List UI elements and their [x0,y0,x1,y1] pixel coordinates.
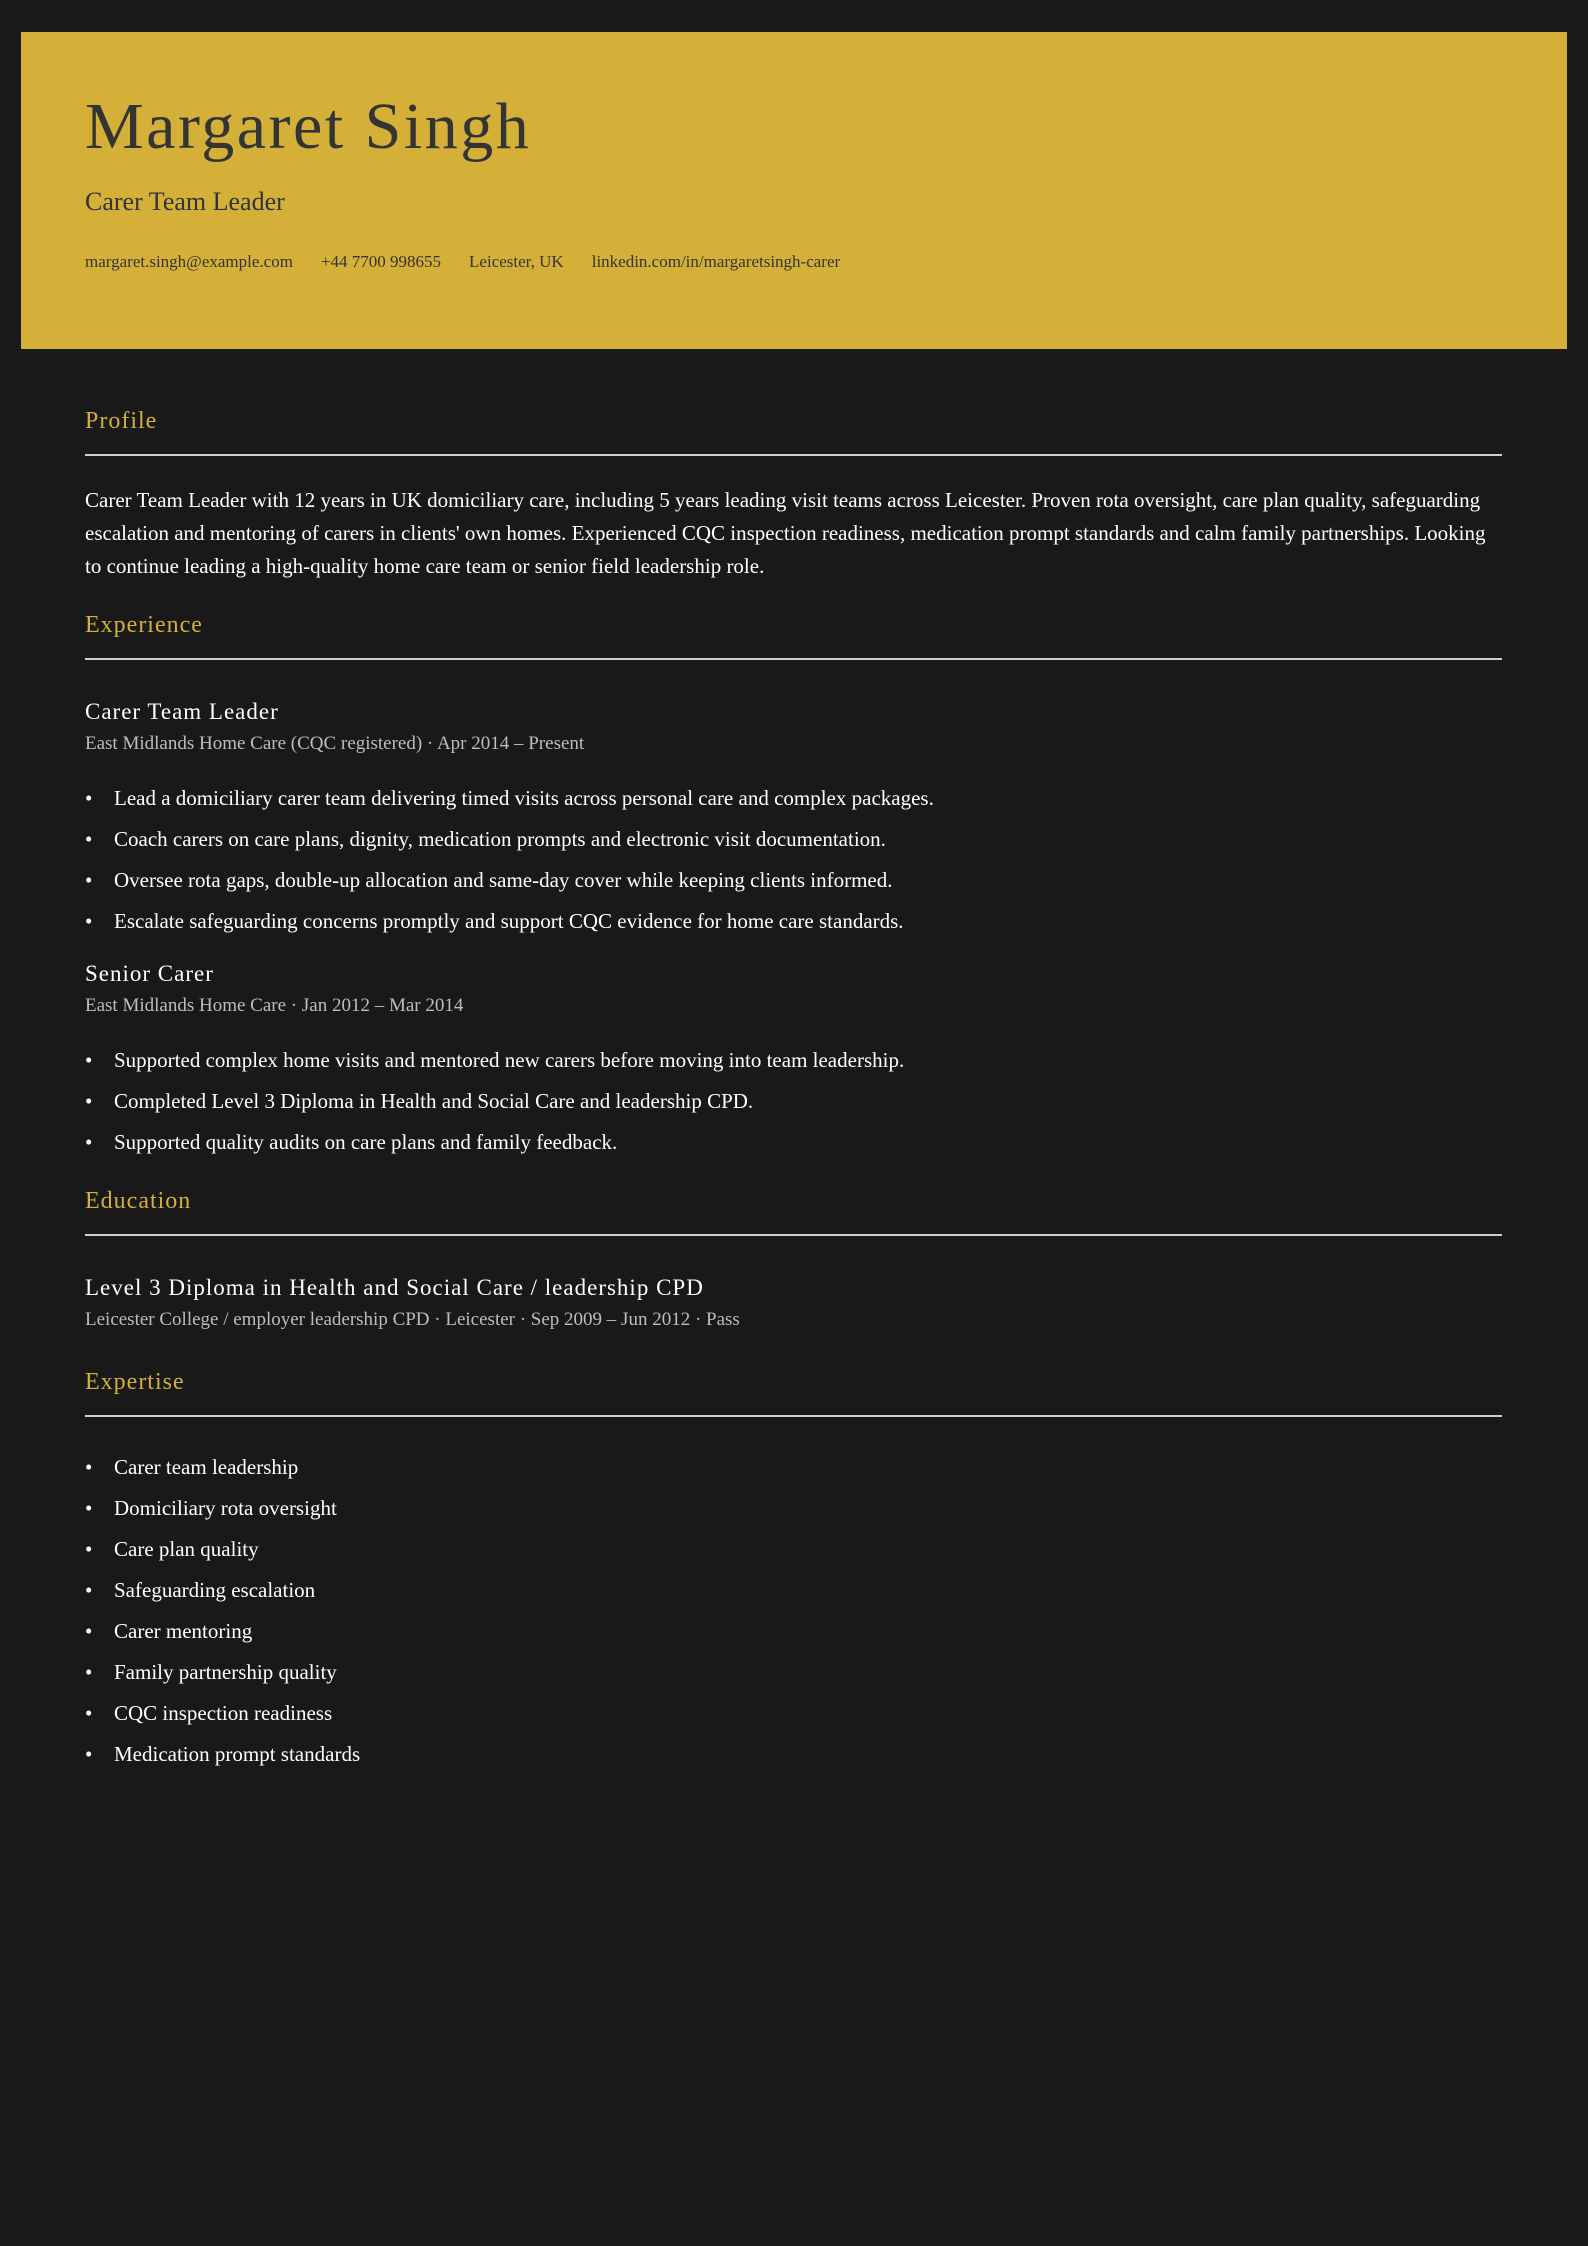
job-title: Carer Team Leader [85,699,279,724]
section-divider [85,1234,1502,1236]
list-item: • Oversee rota gaps, double-up allocation and same-day cover while keeping clients informed. [85,866,934,907]
list-item: • Carer team leadership [85,1453,360,1494]
section-divider [85,454,1502,456]
job-title: Senior Carer [85,961,214,986]
job-bullets [85,1046,904,1169]
section-title-expertise: Expertise [85,1369,185,1395]
list-item: • Care plan quality [85,1535,360,1576]
education-meta: Leicester College / employer leadership CPD · Leicester · Sep 2009 – Jun 2012 · Pass [85,1309,740,1330]
list-item: • Domiciliary rota oversight [85,1494,360,1535]
list-item: • Coach carers on care plans, dignity, medication prompts and electronic visit documentation. [85,825,934,866]
list-item: • CQC inspection readiness [85,1699,360,1740]
section-divider [85,1415,1502,1417]
job-meta: East Midlands Home Care · Jan 2012 – Mar 2014 [85,995,464,1016]
job-meta: East Midlands Home Care (CQC registered) · Apr 2014 – Present [85,733,585,754]
candidate-name: Margaret Singh [85,90,532,163]
contact-linkedin[interactable]: linkedin.com/in/margaretsingh-carer [591,252,841,271]
section-title-education: Education [85,1188,192,1214]
header-banner [21,32,1567,349]
list-item: • Carer mentoring [85,1617,360,1658]
contact-email[interactable]: margaret.singh@example.com [85,252,293,271]
section-title-profile: Profile [85,408,158,434]
list-item: • Family partnership quality [85,1658,360,1699]
list-item: • Supported quality audits on care plans and family feedback. [85,1128,904,1169]
contact-location: Leicester, UK [469,252,564,271]
section-title-experience: Experience [85,612,203,638]
profile-summary: Carer Team Leader with 12 years in UK domiciliary care, including 5 years leading visit teams across Leicester. Proven rota oversight, care plan quality, safeguarding escalation and mentoring of carers in clients' own homes. Experienced CQC inspection readiness, medication prompt standards and calm family partnerships. Looking to continue leading a high-quality home care team or senior field leadership role. [85,488,1486,578]
list-item: • Medication prompt standards [85,1740,360,1781]
list-item: • Escalate safeguarding concerns promptly and support CQC evidence for home care standards. [85,907,934,948]
expertise-list [85,1453,360,1781]
candidate-role: Carer Team Leader [85,187,285,216]
list-item: • Safeguarding escalation [85,1576,360,1617]
contact-phone[interactable]: +44 7700 998655 [320,252,442,271]
contact-row [85,252,840,272]
list-item: • Lead a domiciliary carer team delivering timed visits across personal care and complex packages. [85,784,934,825]
section-divider [85,658,1502,660]
education-degree: Level 3 Diploma in Health and Social Care / leadership CPD [85,1275,704,1300]
list-item: • Supported complex home visits and mentored new carers before moving into team leadership. [85,1046,904,1087]
list-item: • Completed Level 3 Diploma in Health and Social Care and leadership CPD. [85,1087,904,1128]
job-bullets [85,784,934,948]
